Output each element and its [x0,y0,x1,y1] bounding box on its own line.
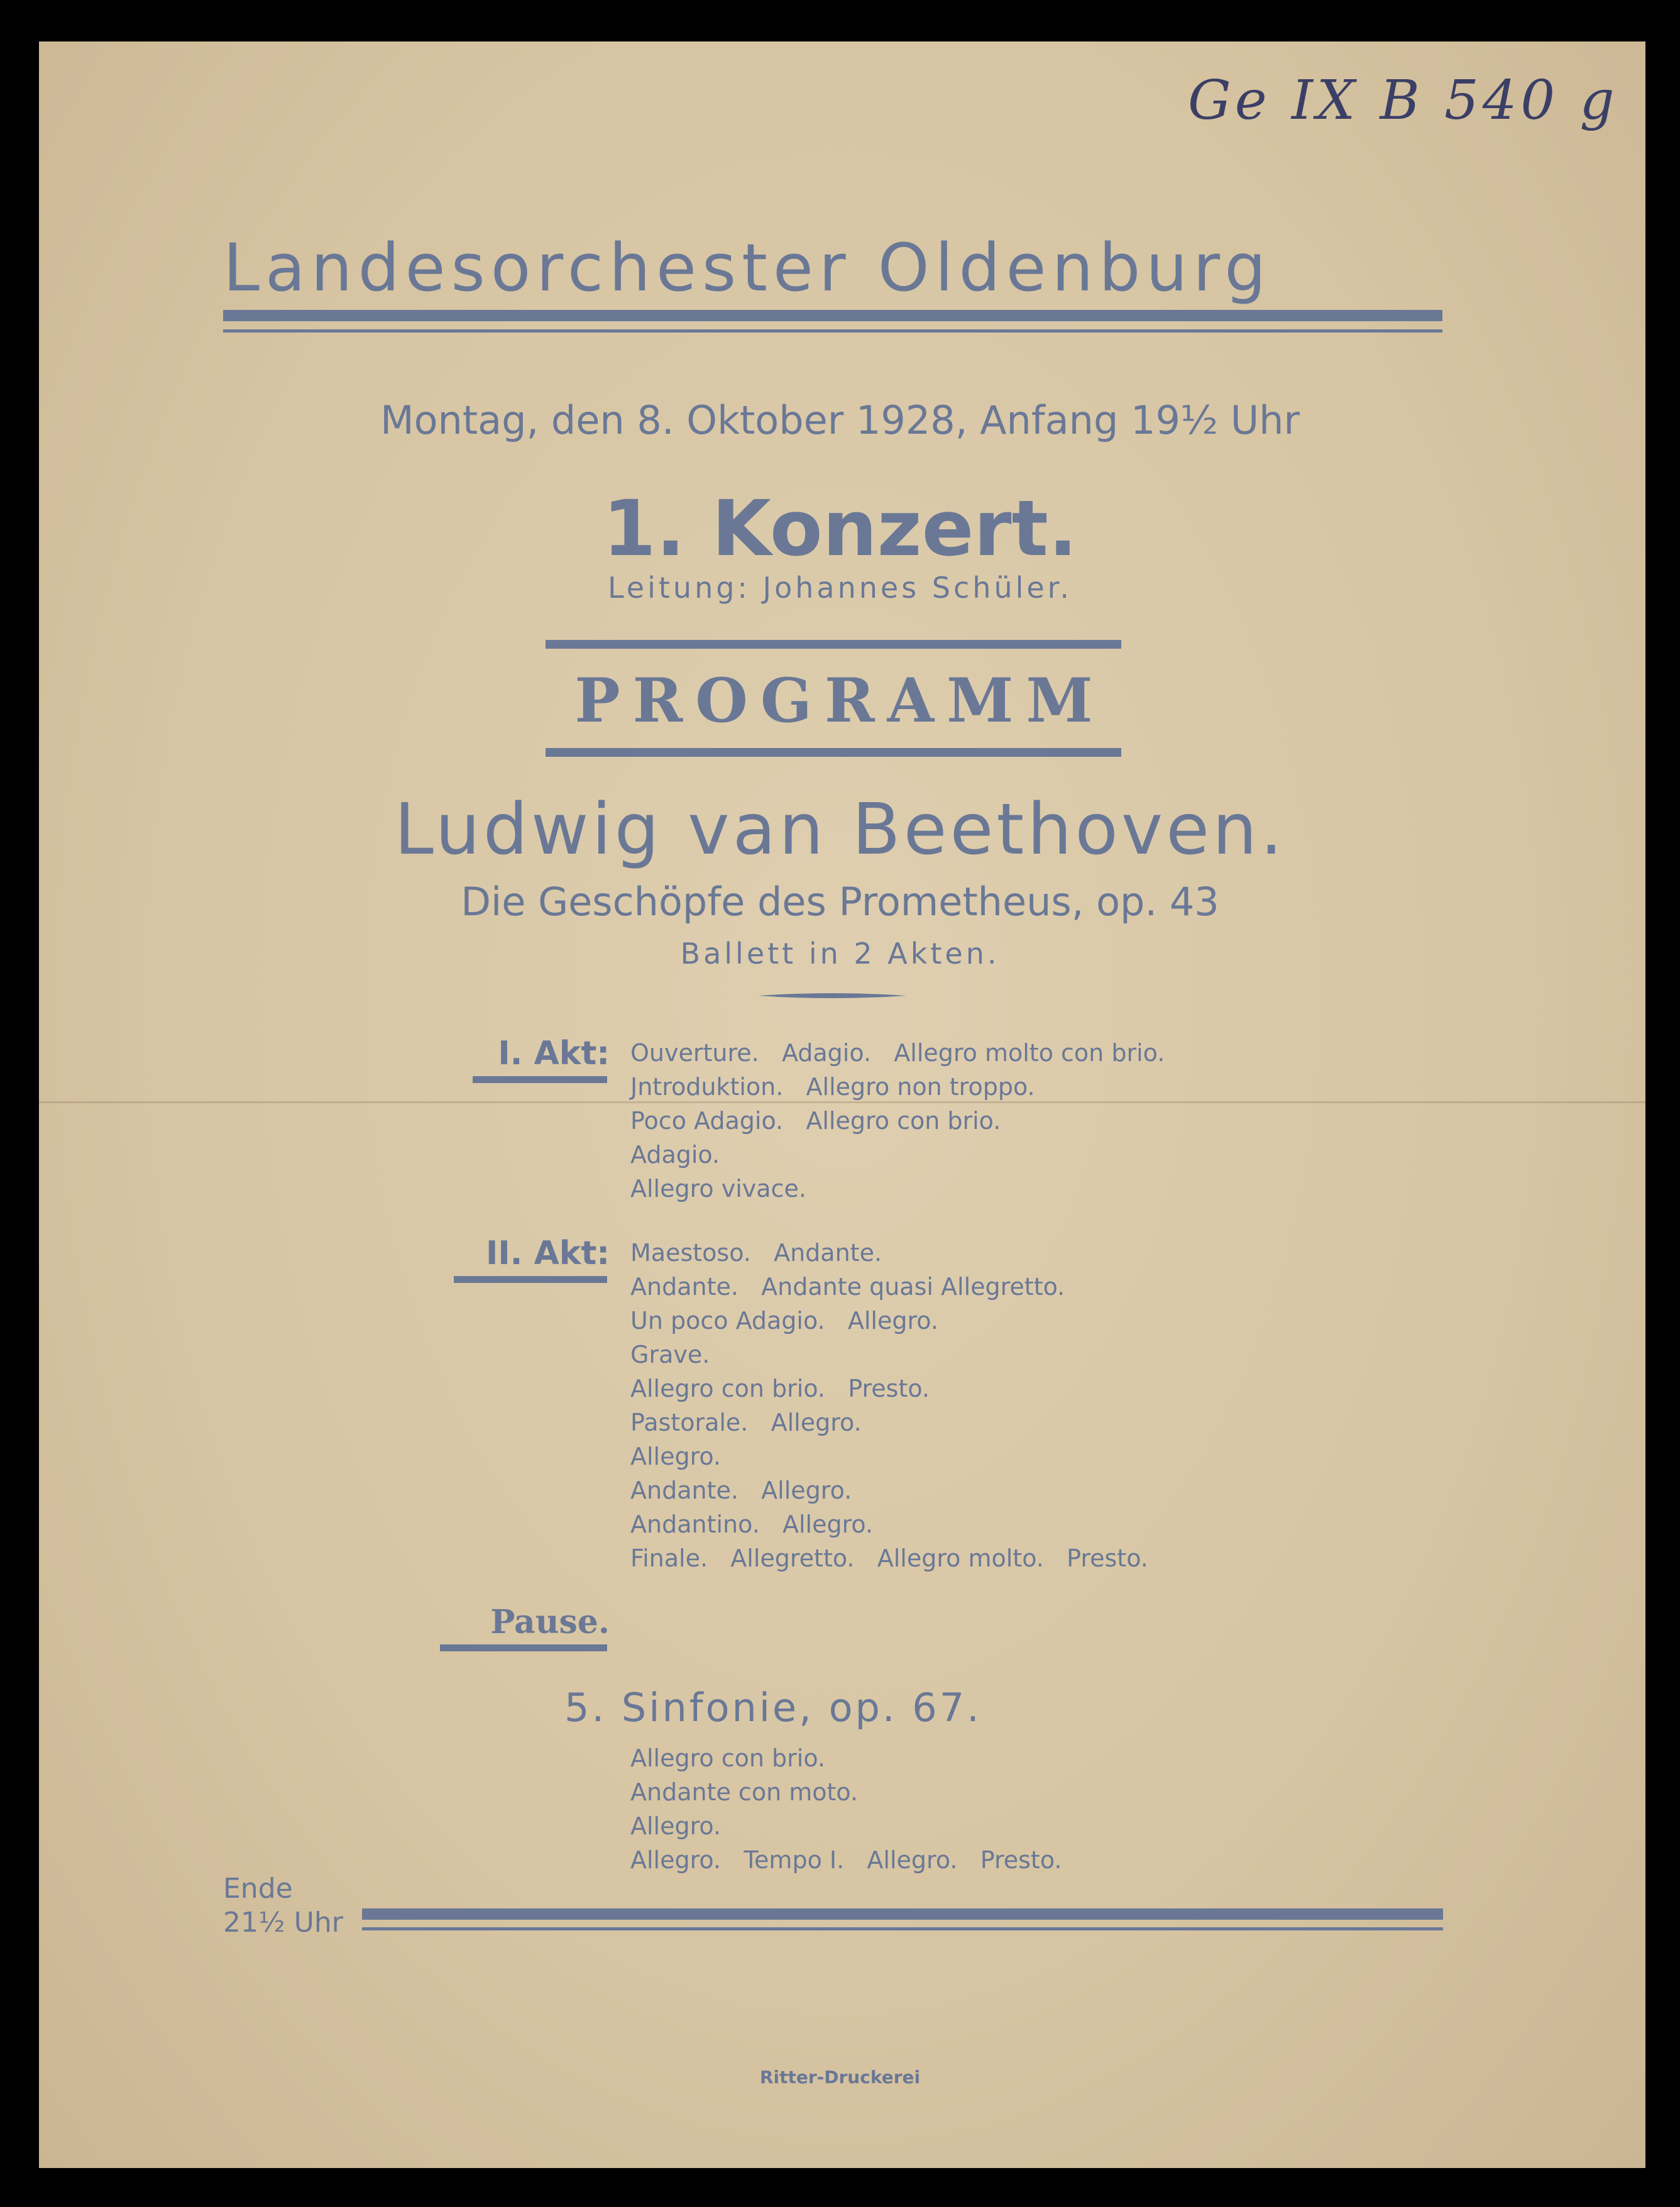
ornament-dash [758,991,906,1001]
act-1-label: I. Akt: [498,1035,610,1072]
list-item: Andante con moto. [630,1778,859,1806]
list-item: Ouverture. Adagio. Allegro molto con brio. [630,1039,1165,1067]
archive-shelfmark: Ge IX B 540 g [1188,69,1618,132]
act-2-movements [630,1236,1148,1575]
list-item: Jntroduktion. Allegro non troppo. [630,1073,1035,1101]
end-label: Ende [223,1873,293,1905]
work-title: Die Geschöpfe des Prometheus, op. 43 [461,879,1219,925]
list-item: Poco Adagio. Allegro con brio. [630,1107,1001,1135]
concert-title: 1. Konzert. [602,484,1078,573]
program-heading: PROGRAMM [574,665,1106,736]
act-1-movements [630,1036,1165,1206]
printer-imprint: Ritter-Druckerei [759,2067,921,2088]
act-2-underline [454,1276,607,1283]
pause-label: Pause. [490,1603,610,1641]
symphony-movements [630,1741,1062,1877]
end-rule-thin [362,1927,1443,1930]
title-rule-thick [223,310,1442,321]
list-item: Pastorale. Allegro. [630,1409,862,1436]
list-item: Allegro vivace. [630,1175,806,1203]
act-2-label: II. Akt: [485,1235,610,1272]
work-subtitle: Ballett in 2 Akten. [680,937,1000,971]
list-item: Allegro. [630,1443,722,1470]
conductor-line: Leitung: Johannes Schüler. [607,571,1072,605]
end-time [223,1872,343,1940]
list-item: Andante. Allegro. [630,1477,852,1504]
list-item: Allegro. Tempo I. Allegro. Presto. [630,1846,1062,1874]
list-item: Un poco Adagio. Allegro. [630,1307,938,1335]
list-item: Andantino. Allegro. [630,1511,874,1538]
list-item: Andante. Andante quasi Allegretto. [630,1273,1065,1301]
list-item: Finale. Allegretto. Allegro molto. Presto. [630,1544,1148,1572]
pause-underline [440,1644,607,1651]
list-item: Adagio. [630,1141,720,1169]
end-rule-thick [362,1908,1443,1920]
orchestra-title: Landesorchester Oldenburg [223,229,1272,306]
program-rule-bottom [546,748,1121,757]
end-time-value: 21½ Uhr [223,1907,343,1939]
list-item: Allegro. [630,1812,722,1840]
act-1-underline [473,1076,607,1083]
list-item: Allegro con brio. Presto. [630,1375,930,1402]
composer-name: Ludwig van Beethoven. [394,789,1286,871]
program-rule-top [546,640,1121,649]
title-rule-thin [223,329,1442,333]
list-item: Grave. [630,1341,710,1368]
date-line: Montag, den 8. Oktober 1928, Anfang 19½ Uhr [380,397,1300,443]
list-item: Maestoso. Andante. [630,1239,882,1267]
list-item: Allegro con brio. [630,1744,825,1772]
symphony-title: 5. Sinfonie, op. 67. [564,1685,982,1731]
